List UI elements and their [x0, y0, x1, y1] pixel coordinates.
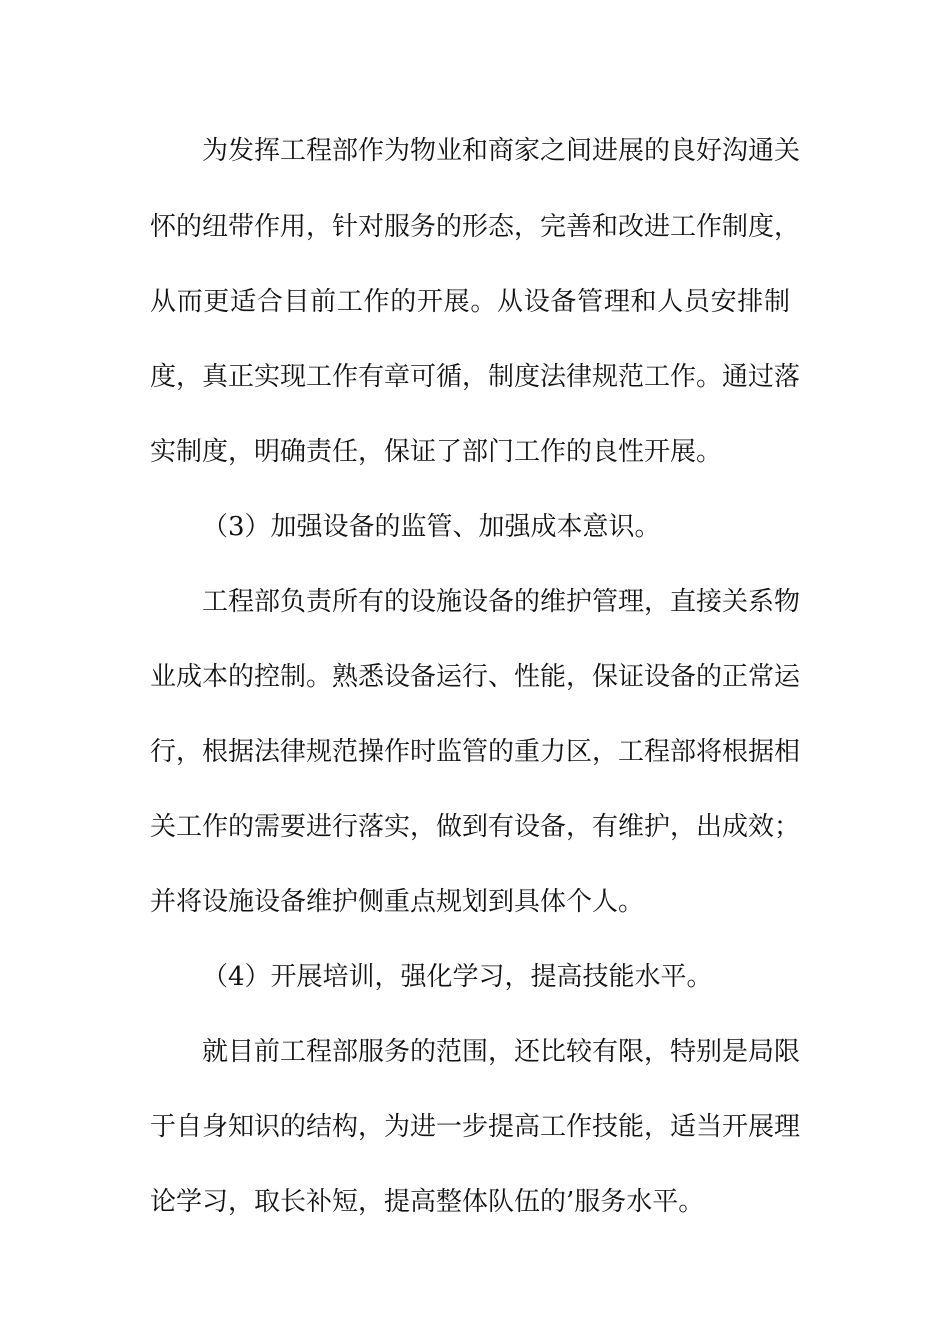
paragraph-3-line-2: 于自身知识的结构，为进一步提高工作技能，适当开展理	[150, 1112, 801, 1142]
paragraph-2-line-2: 业成本的控制。熟悉设备运行、性能，保证设备的正常运	[150, 662, 801, 692]
paragraph-1-line-4: 度，真正实现工作有章可循，制度法律规范工作。通过落	[150, 362, 801, 392]
paragraph-2-line-1: 工程部负责所有的设施设备的维护管理，直接关系物	[202, 587, 801, 617]
paragraph-2-line-4: 关工作的需要进行落实，做到有设备，有维护，出成效；	[150, 812, 801, 842]
paragraph-1-line-3: 从而更适合目前工作的开展。从设备管理和人员安排制	[150, 287, 790, 317]
paragraph-1-line-2: 怀的纽带作用，针对服务的形态，完善和改进工作制度，	[150, 212, 801, 242]
paragraph-1-line-1: 为发挥工程部作为物业和商家之间进展的良好沟通关	[202, 136, 801, 166]
paragraph-2-line-3: 行，根据法律规范操作时监管的重力区，工程部将根据相	[150, 737, 801, 767]
section-heading-3: （3）加强设备的监管、加强成本意识。	[202, 512, 661, 542]
paragraph-3-line-1: 就目前工程部服务的范围，还比较有限，特别是局限	[202, 1037, 801, 1067]
paragraph-2-line-5: 并将设施设备维护侧重点规划到具体个人。	[150, 887, 645, 917]
paragraph-3-line-3: 论学习，取长补短，提高整体队伍的’服务水平。	[150, 1187, 705, 1217]
section-heading-4: （4）开展培训，强化学习，提高技能水平。	[202, 962, 713, 992]
paragraph-1-line-5: 实制度，明确责任，保证了部门工作的良性开展。	[150, 437, 723, 467]
